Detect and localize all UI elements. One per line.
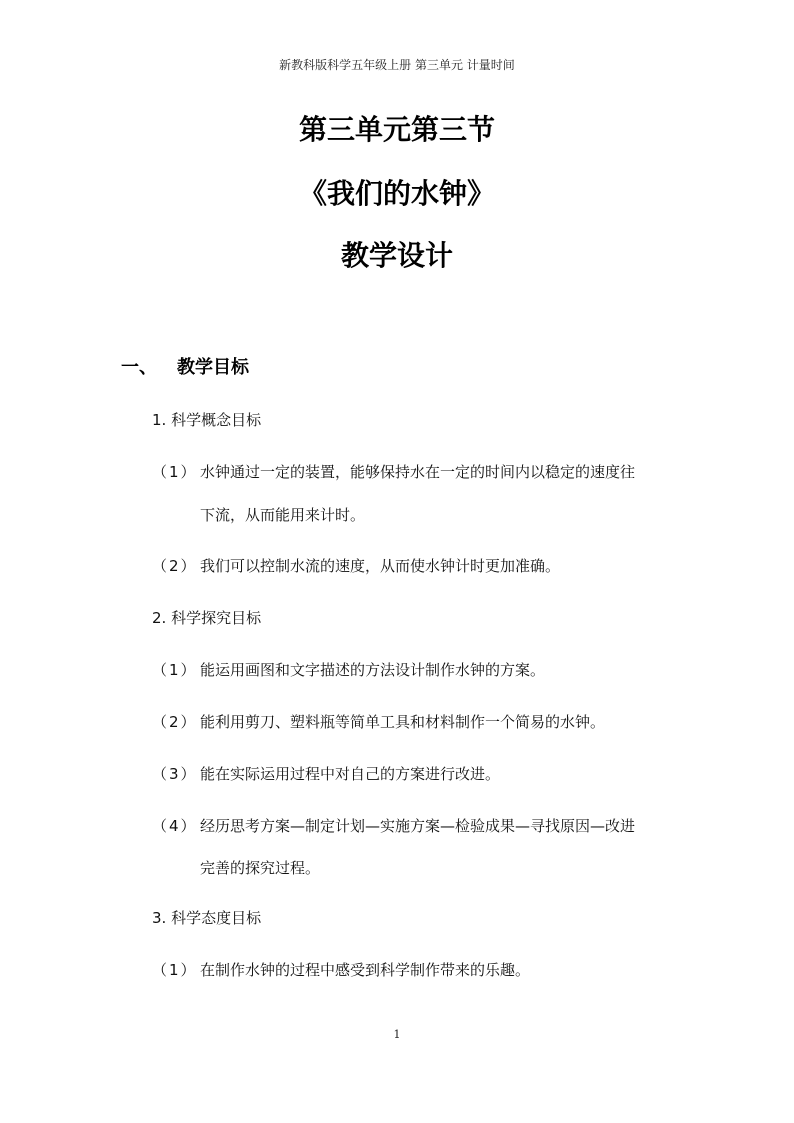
list-item-number: （1）: [152, 961, 198, 979]
running-header: 新教科版科学五年级上册 第三单元 计量时间: [279, 58, 515, 72]
list-item-text: 能运用画图和文字描述的方法设计制作水钟的方案。: [200, 661, 546, 679]
list-item-number: （4）: [152, 817, 198, 835]
list-item-number: （1）: [152, 463, 198, 481]
page-number: 1: [393, 1028, 401, 1041]
list-item-text-continued: 完善的探究过程。: [200, 859, 321, 877]
list-item-text: 能利用剪刀、塑料瓶等简单工具和材料制作一个简易的水钟。: [200, 713, 606, 731]
list-item-number: （3）: [152, 765, 198, 783]
document-title-line-1: 第三单元第三节: [298, 113, 495, 146]
section-number: 一、: [121, 357, 157, 378]
document-title-line-3: 教学设计: [340, 239, 453, 272]
list-item-text: 水钟通过一定的装置，能够保持水在一定的时间内以稳定的速度往: [200, 463, 636, 481]
list-item-text: 在制作水钟的过程中感受到科学制作带来的乐趣。: [200, 961, 531, 979]
list-item-text-continued: 下流，从而能用来计时。: [200, 506, 366, 524]
list-item-number: （1）: [152, 661, 198, 679]
list-item-text: 能在实际运用过程中对自己的方案进行改进。: [200, 765, 501, 783]
section-heading-teaching-goals: [121, 356, 249, 380]
subsection-heading-concept-goals: 1. 科学概念目标: [152, 411, 262, 429]
subsection-heading-attitude-goals: 3. 科学态度目标: [152, 909, 262, 927]
list-item-number: （2）: [152, 713, 198, 731]
list-item-number: （2）: [152, 557, 198, 575]
document-title-line-2: 《我们的水钟》: [298, 177, 495, 210]
subsection-heading-inquiry-goals: 2. 科学探究目标: [152, 609, 262, 627]
section-title: 教学目标: [177, 357, 249, 378]
list-item-text: 经历思考方案—制定计划—实施方案—检验成果—寻找原因—改进: [200, 817, 636, 835]
list-item-text: 我们可以控制水流的速度，从而使水钟计时更加准确。: [200, 557, 561, 575]
